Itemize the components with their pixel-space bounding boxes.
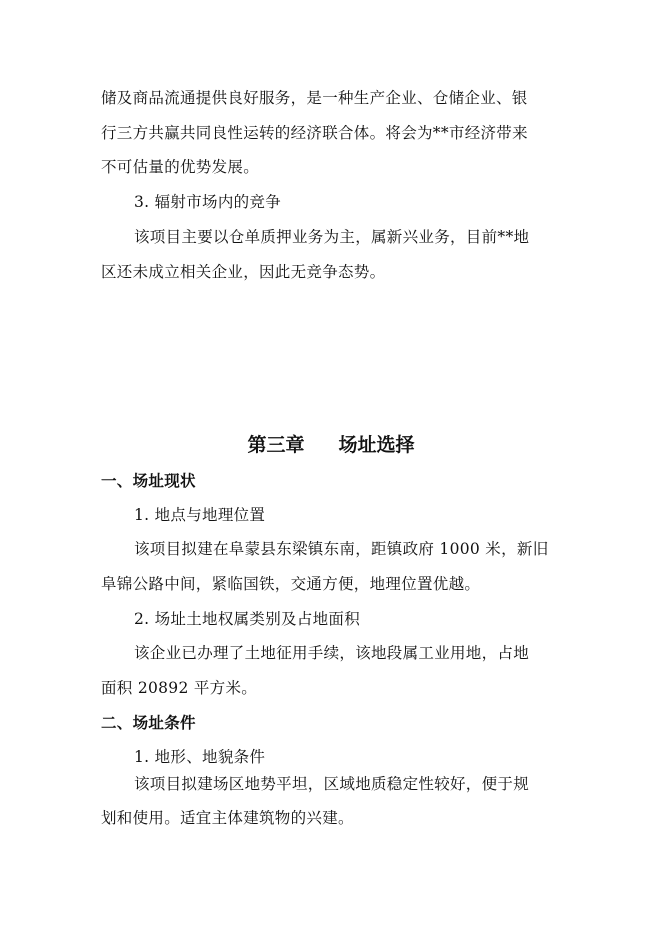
- competition-heading: 3. 辐射市场内的竞争: [134, 193, 282, 211]
- chapter-title: [0, 433, 662, 457]
- section-1-sub-1-line-1: 该项目拟建在阜蒙县东梁镇东南，距镇政府 1000 米，新旧: [134, 540, 549, 558]
- section-1-sub-2-heading: 2. 场址土地权属类别及占地面积: [134, 610, 361, 628]
- section-2-sub-1-line-1: 该项目拟建场区地势平坦，区域地质稳定性较好，便于规: [134, 775, 530, 793]
- section-2-heading: 二、场址条件: [101, 714, 196, 732]
- competition-line-1: 该项目主要以仓单质押业务为主，属新兴业务，目前**地: [134, 228, 530, 246]
- section-2-sub-1-heading: 1. 地形、地貌条件: [134, 748, 266, 766]
- intro-line-2: 行三方共赢共同良性运转的经济联合体。将会为**市经济带来: [101, 124, 528, 142]
- section-1-sub-1-heading: 1. 地点与地理位置: [134, 506, 266, 524]
- section-1-heading: 一、场址现状: [101, 472, 196, 490]
- intro-line-3: 不可估量的优势发展。: [101, 158, 260, 176]
- section-1-sub-1-line-2: 阜锦公路中间，紧临国铁，交通方便，地理位置优越。: [101, 575, 481, 593]
- section-1-sub-2-line-1: 该企业已办理了土地征用手续，该地段属工业用地，占地: [134, 644, 530, 662]
- section-2-sub-1-line-2: 划和使用。适宜主体建筑物的兴建。: [101, 809, 354, 827]
- chapter-number: 第三章: [247, 434, 305, 456]
- section-1-sub-2-line-2: 面积 20892 平方米。: [101, 679, 258, 697]
- intro-line-1: 储及商品流通提供良好服务，是一种生产企业、仓储企业、银: [101, 89, 528, 107]
- chapter-name: 场址选择: [338, 434, 415, 456]
- competition-line-2: 区还未成立相关企业，因此无竞争态势。: [101, 263, 386, 281]
